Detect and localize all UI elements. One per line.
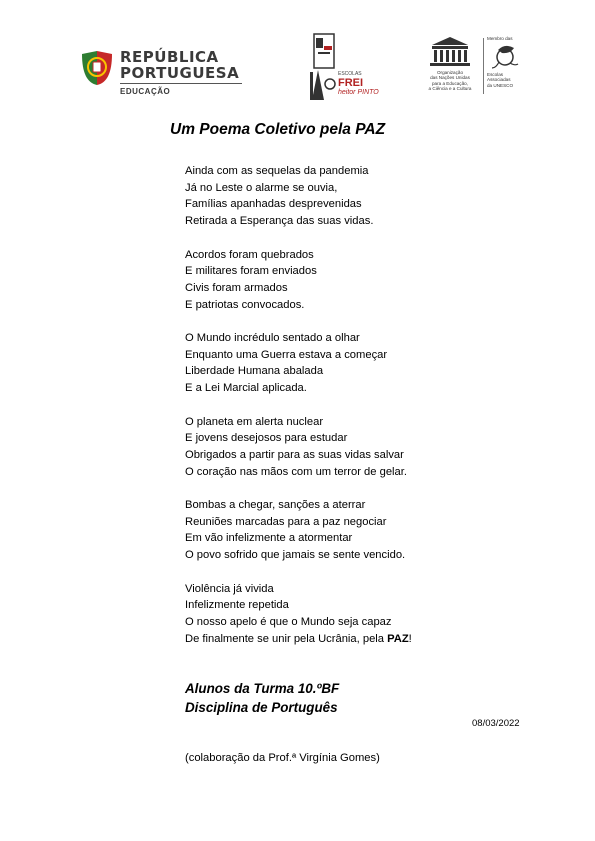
poem-last-line (185, 631, 412, 648)
republica-portuguesa-logo (80, 46, 250, 106)
unesco-caption-line: Organização (436, 70, 464, 75)
logo-text-line2: PORTUGUESA (120, 64, 240, 82)
poem-line: Reuniões marcadas para a paz negociar (185, 515, 387, 528)
poem-line: Obrigados a partir para as suas vidas salvar (185, 448, 404, 461)
unesco-caption (418, 70, 482, 91)
poem-line: Já no Leste o alarme se ouvia, (185, 181, 338, 194)
paz-emphasis: PAZ (387, 632, 409, 645)
poem-line: Retirada a Esperança das suas vidas. (185, 215, 374, 228)
poem-line: E a Lei Marcial aplicada. (185, 382, 307, 395)
poem-line: Famílias apanhadas desprevenidas (185, 198, 362, 211)
unesco-associated-line: da UNESCO (487, 82, 514, 88)
poem-line: O planeta em alerta nuclear (185, 415, 324, 428)
poem-line: O Mundo incrédulo sentado a olhar (185, 332, 360, 344)
logo-divider (120, 83, 242, 84)
collaboration-note: (colaboração da Prof.ª Virgínia Gomes) (185, 752, 380, 764)
poem-line: Enquanto uma Guerra estava a começar (185, 348, 388, 361)
school-logo (308, 32, 380, 102)
unesco-caption-line: a Ciência e a Cultura (428, 85, 472, 91)
poem (185, 163, 412, 664)
stanza (185, 497, 412, 564)
school-emblem-icon (308, 32, 338, 102)
poem-line: E patriotas convocados. (185, 298, 305, 311)
logo-text-line1: REPÚBLICA (120, 48, 219, 66)
poem-line: Infelizmente repetida (185, 599, 289, 612)
poem-line: Em vão infelizmente a atormentar (185, 532, 353, 545)
poem-line: O povo sofrido que jamais se sente vencido. (185, 549, 406, 562)
poem-line: O nosso apelo é que o Mundo seja capaz (185, 615, 392, 628)
unesco-caption-line: para a Educação, (431, 80, 468, 86)
poem-line: Bombas a chegar, sanções a aterrar (185, 499, 366, 511)
unesco-temple-icon (418, 36, 482, 68)
logo-subtext: EDUCAÇÃO (120, 87, 171, 96)
stanza (185, 163, 412, 230)
stanza (185, 330, 412, 397)
unesco-associated-line: Associadas (487, 77, 511, 83)
unesco-logo (418, 36, 528, 98)
poem-line: O coração nas mãos com um terror de gelar. (185, 465, 407, 478)
last-line-text: De finalmente se unir pela Ucrânia, pela (185, 632, 388, 645)
school-name-sub: heitor PINTO (338, 89, 379, 96)
authors-block (185, 679, 339, 717)
page-header (0, 30, 595, 102)
stanza (185, 581, 412, 648)
poem-line: E militares foram enviados (185, 265, 317, 278)
coat-of-arms-icon (80, 48, 114, 86)
class-name: Alunos da Turma 10.ºBF (185, 681, 340, 696)
poem-line: Violência já vivida (185, 582, 274, 595)
poem-line: Liberdade Humana abalada (185, 365, 324, 378)
document-title: Um Poema Coletivo pela PAZ (170, 121, 386, 138)
document-date: 08/03/2022 (472, 718, 520, 729)
last-line-end: ! (408, 632, 412, 645)
unesco-associated-line: Escolas (487, 72, 504, 77)
globe-leaf-icon (490, 44, 520, 70)
unesco-caption-line: das Nações Unidas (430, 75, 470, 81)
unesco-member-label: Membro das (487, 36, 513, 41)
poem-line: E jovens desejosos para estudar (185, 432, 348, 445)
school-name-main: FREI (338, 77, 364, 89)
poem-line: Acordos foram quebrados (185, 248, 314, 261)
stanza (185, 414, 412, 481)
poem-line: Civis foram armados (185, 281, 288, 294)
stanza (185, 247, 412, 314)
unesco-divider (483, 38, 484, 94)
poem-line: Ainda com as sequelas da pandemia (185, 165, 369, 177)
subject-name: Disciplina de Português (185, 700, 338, 715)
unesco-associated (487, 72, 531, 88)
school-name-top: ESCOLAS (338, 71, 362, 77)
